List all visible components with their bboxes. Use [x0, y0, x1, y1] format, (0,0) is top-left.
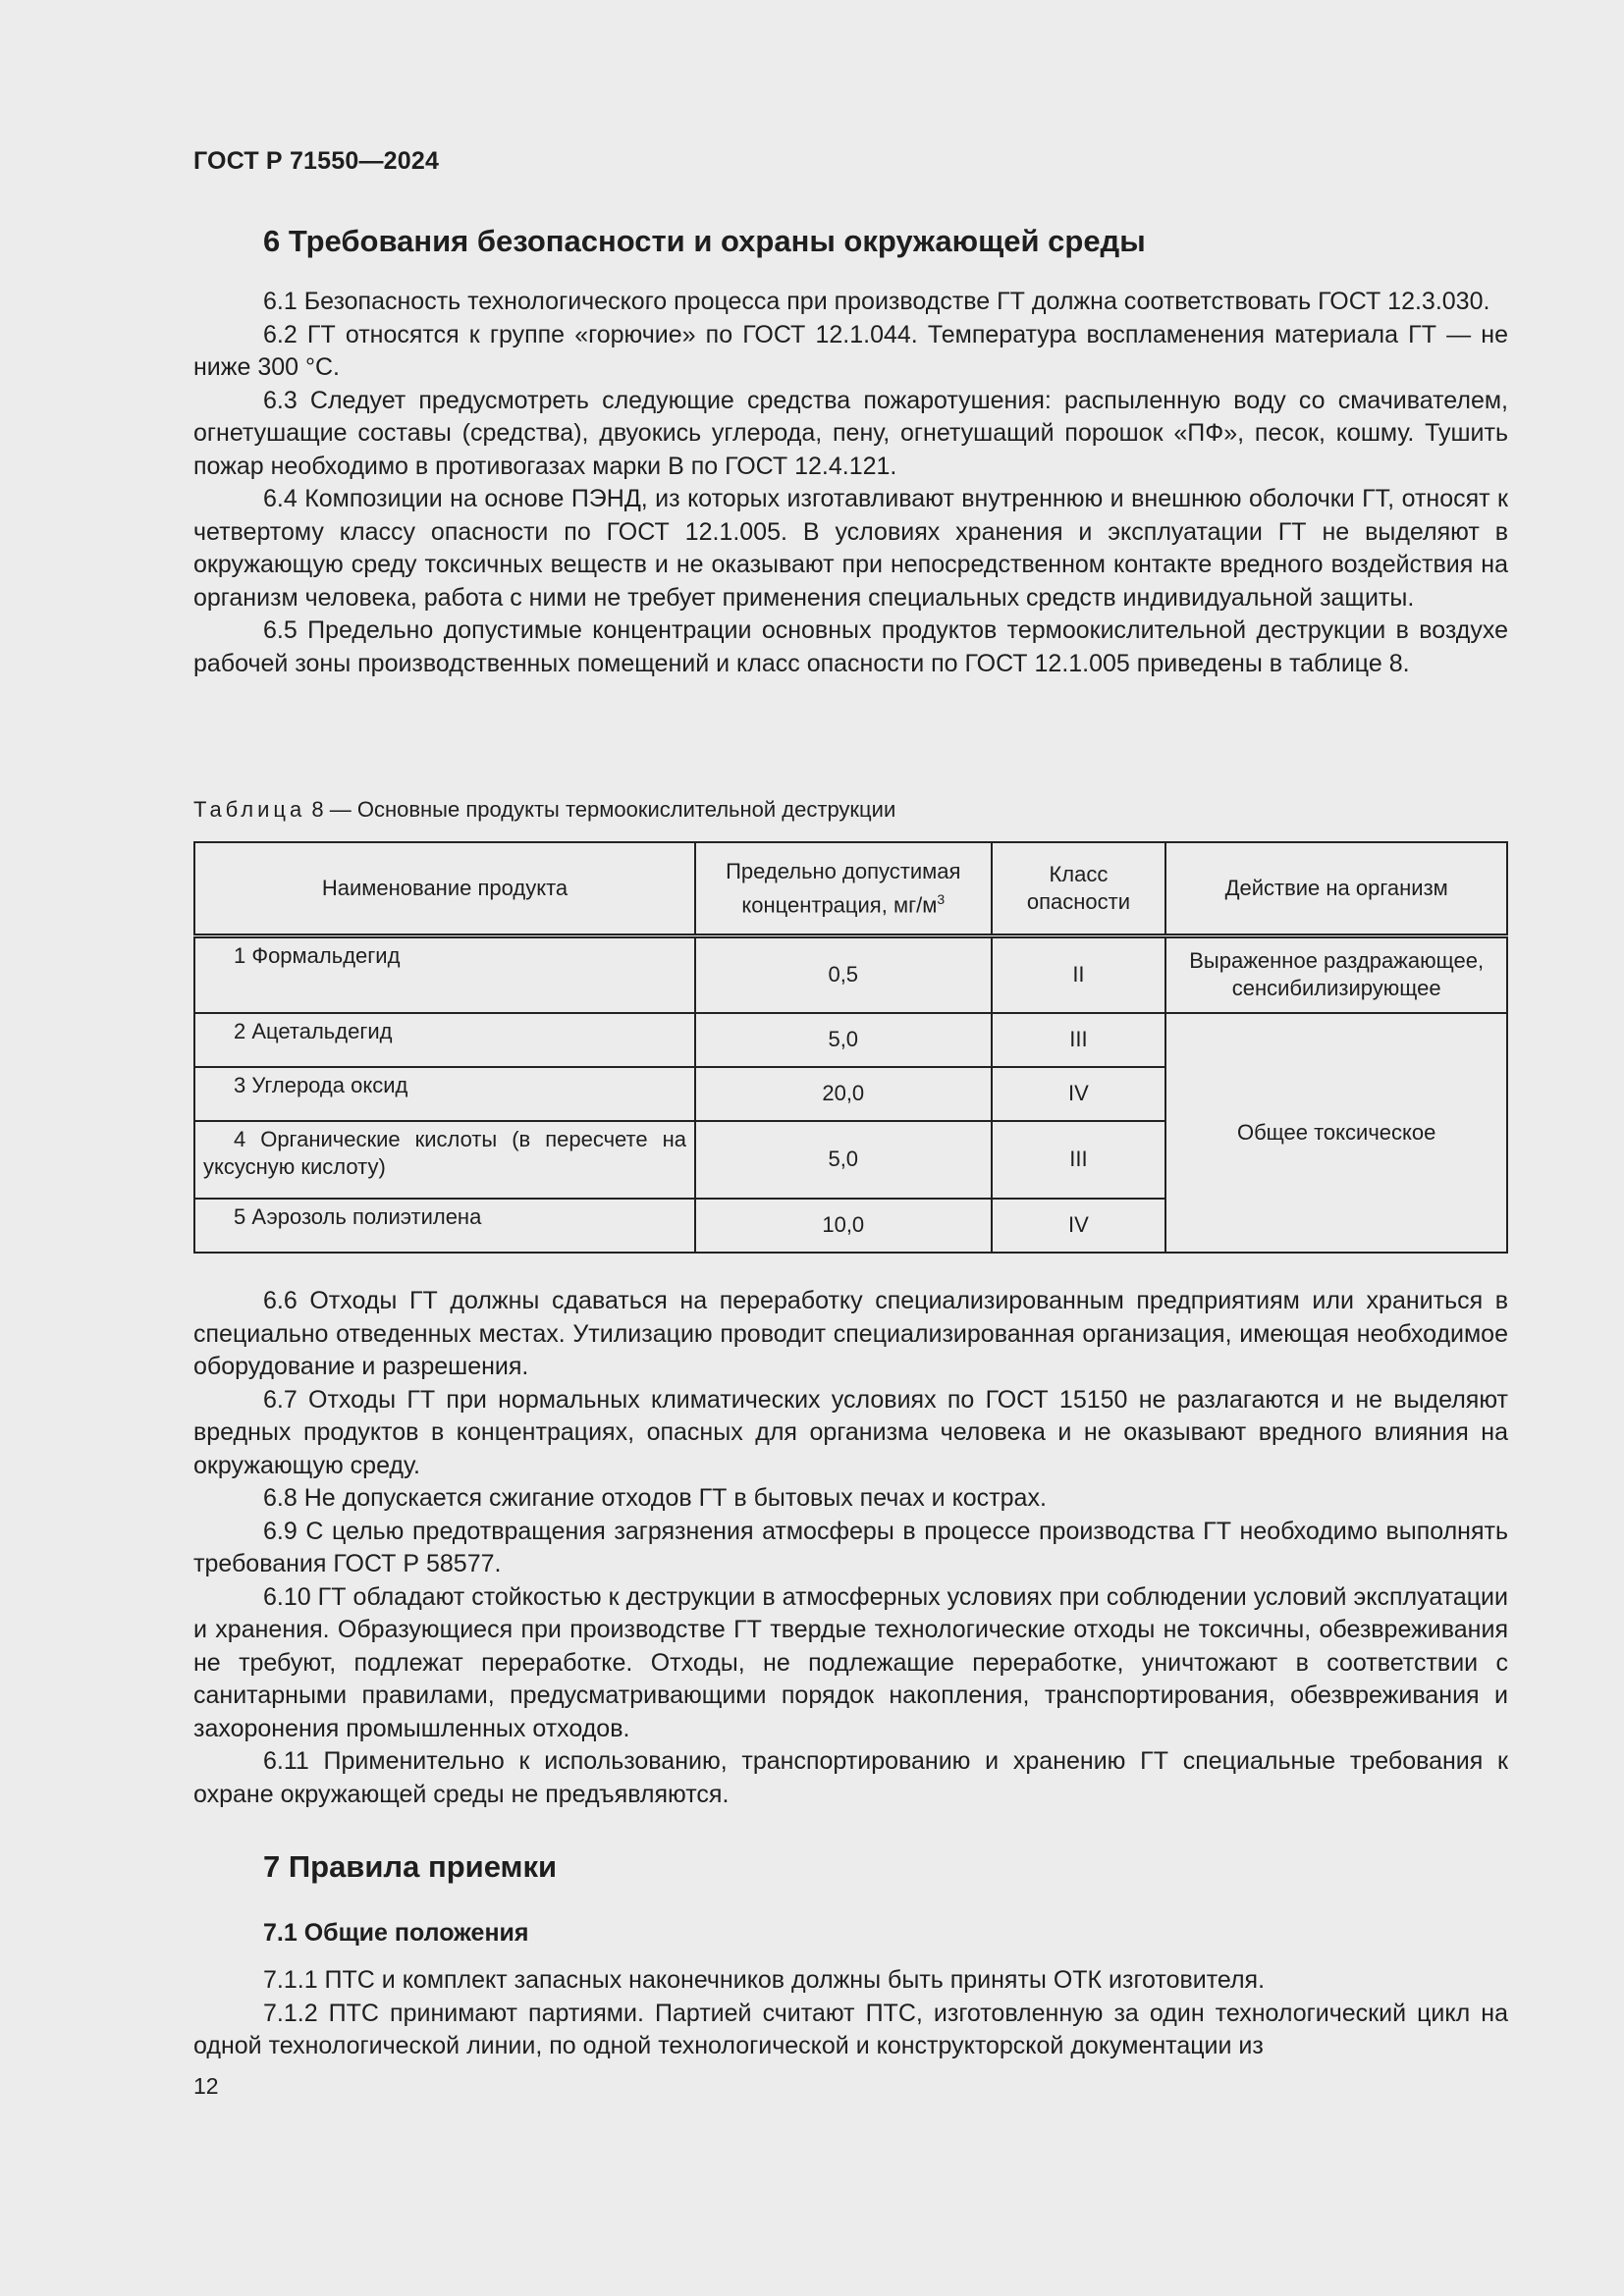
cell-name: 2 Ацетальдегид [194, 1013, 695, 1067]
paragraph-7-1-2: 7.1.2 ПТС принимают партиями. Партией считают ПТС, изготовленную за один технологический цикл на одной технологической линии, по одной технологической и конструкторской документации из [193, 1999, 1508, 2059]
paragraph-6-4: 6.4 Композиции на основе ПЭНД, из которых изготавливают внутреннюю и внешнюю оболочки ГТ, относят к четвертому классу опасности по ГОСТ 12.1.005. В условиях хранения и эксплуатации ГТ не выделяют в окружающую среду токсичных веществ и не оказывают при непосредственном контакте вредного воздействия на организм человека, работа с ними не требует применения специальных средств индивидуальной защиты. [193, 485, 1508, 612]
cell-effect: Выраженное раздражающее, сенсибилизирующее [1165, 936, 1507, 1013]
cell-conc: 5,0 [695, 1121, 992, 1199]
paragraph-6-8: 6.8 Не допускается сжигание отходов ГТ в бытовых печах и кострах. [263, 1484, 1047, 1512]
paragraph-6-7: 6.7 Отходы ГТ при нормальных климатических условиях по ГОСТ 15150 не разлагаются и не выделяют вредных продуктов в концентрациях, опасных для организма человека и не оказывают вредного влияния на окружающую среду. [193, 1385, 1508, 1479]
table-caption: Таблица 8 — Основные продукты термоокислительной деструкции [193, 797, 896, 822]
paragraph-6-1: 6.1 Безопасность технологического процесса при производстве ГТ должна соответствовать ГОСТ 12.3.030. [263, 288, 1490, 315]
cell-conc: 10,0 [695, 1199, 992, 1253]
cell-conc: 20,0 [695, 1067, 992, 1121]
table-header-row [194, 842, 1507, 936]
paragraph-6-10: 6.10 ГТ обладают стойкостью к деструкции в атмосферных условиях при соблюдении условий эксплуатации и хранения. Образующиеся при производстве ГТ твердые технологические отходы не токсичны, обезвреживания не требуют, подлежат переработке. Отходы, не подлежащие переработке, уничтожают в соответствии с санитарными правилами, предусматривающими порядок накопления, транспортирования, обезвреживания и захоронения промышленных отходов. [193, 1582, 1508, 1742]
cell-effect-shared: Общее токсическое [1165, 1013, 1507, 1253]
section-7-1-title: 7.1 Общие положения [263, 1919, 529, 1947]
paragraph-6-9: 6.9 С целью предотвращения загрязнения атмосферы в процессе производства ГТ необходимо выполнять требования ГОСТ Р 58577. [193, 1517, 1508, 1577]
paragraph-6-5: 6.5 Предельно допустимые концентрации основных продуктов термоокислительной деструкции в воздухе рабочей зоны производственных помещений и класс опасности по ГОСТ 12.1.005 приведены в таблице 8. [193, 616, 1508, 677]
header-product-name: Наименование продукта [194, 842, 695, 936]
paragraph-6-3: 6.3 Следует предусмотреть следующие средства пожаротушения: распыленную воду со смачивателем, огнетушащие составы (средства), двуокись углерода, пену, огнетушащий порошок «ПФ», песок, кошму. Тушить пожар необходимо в противогазах марки В по ГОСТ 12.4.121. [193, 386, 1508, 480]
cell-name: 3 Углерода оксид [194, 1067, 695, 1121]
cell-name: 5 Аэрозоль полиэтилена [194, 1199, 695, 1253]
section-6-title: 6 Требования безопасности и охраны окружающей среды [263, 224, 1146, 258]
paragraph-6-11: 6.11 Применительно к использованию, транспортированию и хранению ГТ специальные требования к охране окружающей среды не предъявляются. [193, 1747, 1508, 1808]
section-6-body-continued [193, 1285, 1508, 1811]
document-header: ГОСТ Р 71550—2024 [193, 147, 440, 175]
section-7-title: 7 Правила приемки [263, 1849, 558, 1884]
cell-conc: 5,0 [695, 1013, 992, 1067]
table-8 [193, 841, 1508, 1254]
paragraph-6-2: 6.2 ГТ относятся к группе «горючие» по ГОСТ 12.1.044. Температура воспламенения материала ГТ — не ниже 300 °С. [193, 320, 1508, 381]
cell-conc: 0,5 [695, 936, 992, 1013]
cell-class: IV [992, 1067, 1166, 1121]
cell-name: 4 Органические кислоты (в пересчете на уксусную кислоту) [194, 1121, 695, 1199]
page-number: 12 [193, 2073, 219, 2099]
table-row [194, 936, 1507, 1013]
section-6-body [193, 286, 1508, 680]
cell-class: II [992, 936, 1166, 1013]
table-row [194, 1013, 1507, 1067]
cell-class: III [992, 1121, 1166, 1199]
header-hazard-class: Класс опасности [992, 842, 1166, 936]
paragraph-6-6: 6.6 Отходы ГТ должны сдаваться на переработку специализированным предприятиям или храниться в специально отведенных местах. Утилизацию проводит специализированная организация, имеющая необходимое оборудование и разрешения. [193, 1287, 1508, 1380]
section-7-body [193, 1964, 1508, 2063]
header-effect: Действие на организм [1165, 842, 1507, 936]
header-concentration: Предельно допустимая концентрация, $мг/м^3$ [695, 842, 992, 936]
cell-class: IV [992, 1199, 1166, 1253]
paragraph-7-1-1: 7.1.1 ПТС и комплект запасных наконечников должны быть приняты ОТК изготовителя. [263, 1966, 1266, 1994]
cell-name: 1 Формальдегид [194, 936, 695, 1013]
cell-class: III [992, 1013, 1166, 1067]
